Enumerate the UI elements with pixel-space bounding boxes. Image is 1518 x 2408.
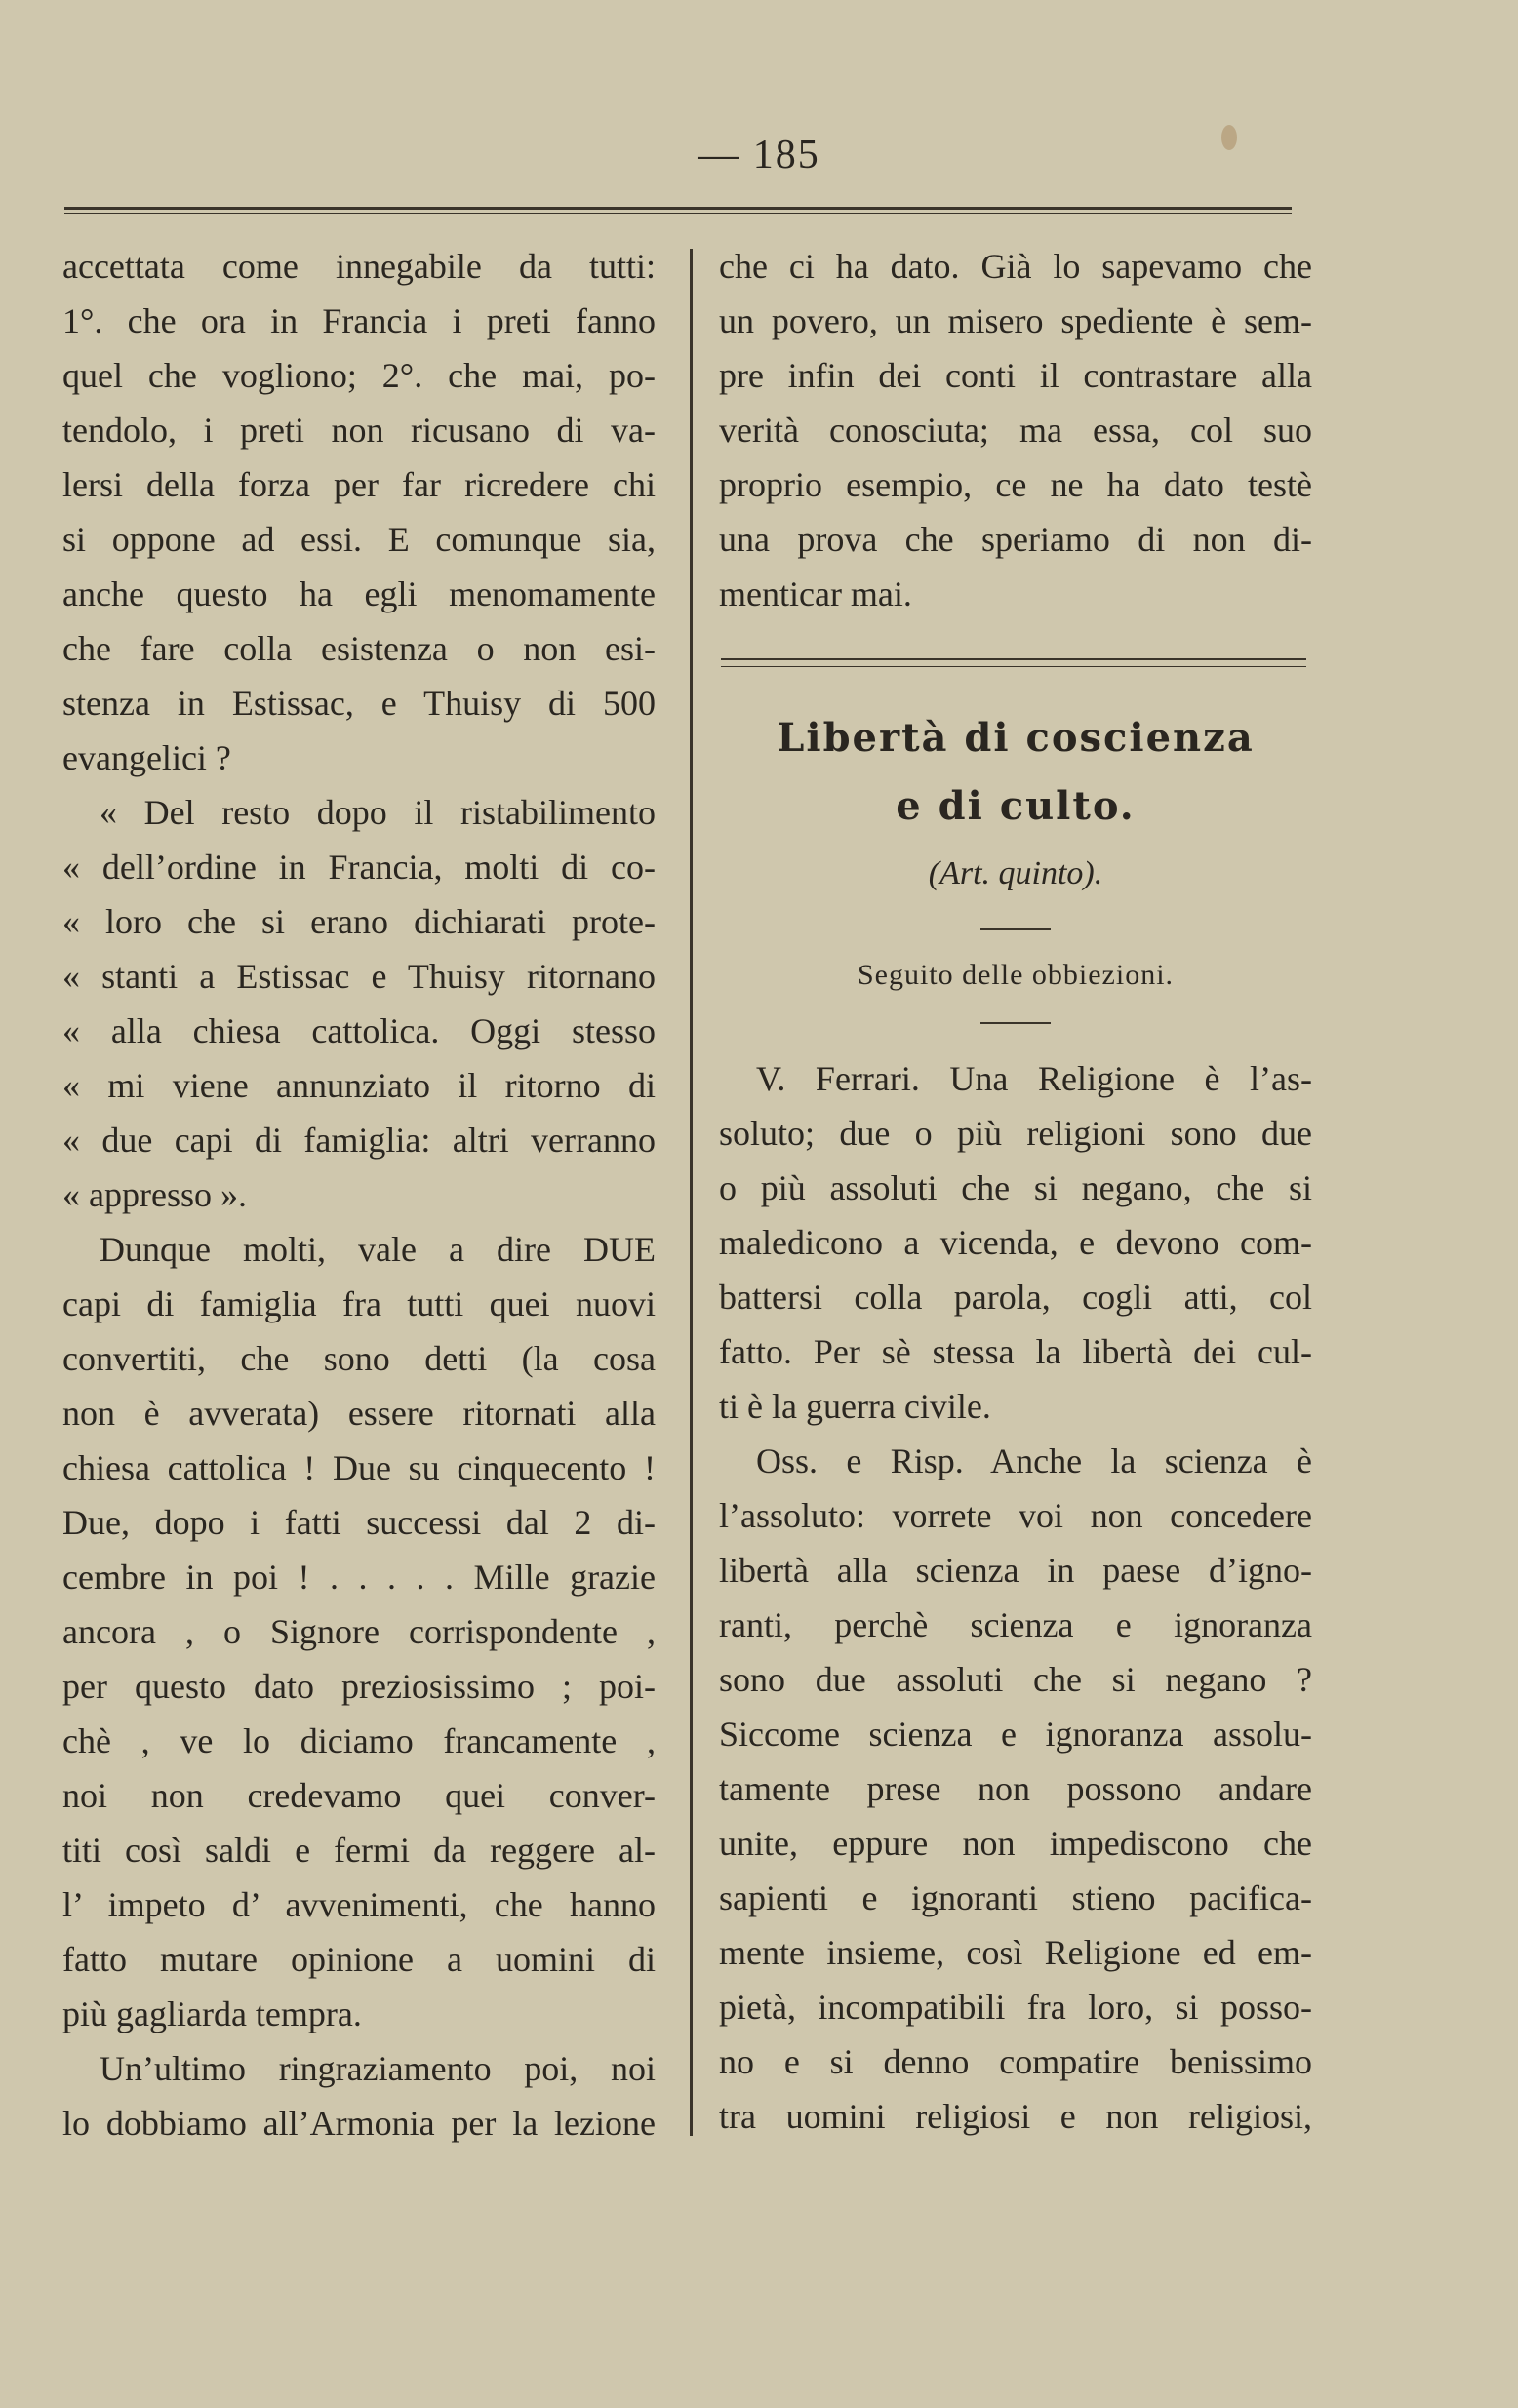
text-line: battersi colla parola, cogli atti, col [719, 1278, 1312, 1317]
section-note: Seguito delle obbiezioni. [857, 959, 1175, 991]
text-line: che fare colla esistenza o non esi- [62, 629, 656, 668]
text-line: Un’ultimo ringraziamento poi, noi [100, 2049, 656, 2088]
text-line: cembre in poi ! . . . . . Mille grazie [62, 1558, 656, 1597]
text-line: fatto mutare opinione a uomini di [62, 1940, 656, 1979]
text-line: l’ impeto d’ avvenimenti, che hanno [62, 1885, 656, 1924]
text-line: ancora , o Signore corrispondente , [62, 1612, 656, 1651]
text-line: noi non credevamo quei conver- [62, 1776, 656, 1815]
text-line: pietà, incompatibili fra loro, si posso- [719, 1988, 1312, 2027]
text-line: 1°. che ora in Francia i preti fanno [62, 301, 656, 340]
right-column-intro [719, 239, 1312, 621]
text-line: Siccome scienza e ignoranza assolu- [719, 1715, 1312, 1754]
text-line: chè , ve lo diciamo francamente , [62, 1721, 656, 1760]
text-line: non è avverata) essere ritornati alla [62, 1394, 656, 1433]
text-line: per questo dato preziosissimo ; poi- [62, 1667, 656, 1706]
short-rule [980, 1022, 1051, 1024]
section-title-line-1: Libertà di coscienza [777, 715, 1255, 761]
text-line: « alla chiesa cattolica. Oggi stesso [62, 1011, 656, 1050]
left-column [62, 239, 656, 2151]
text-line: mente insieme, così Religione ed em- [719, 1933, 1312, 1972]
text-line: o più assoluti che si negano, che si [719, 1168, 1312, 1207]
page-number: — 185 [698, 133, 820, 178]
header-rule [64, 207, 1292, 214]
text-line: una prova che speriamo di non di- [719, 520, 1312, 559]
text-line: più gagliarda tempra. [62, 1994, 362, 2033]
text-line: libertà alla scienza in paese d’igno- [719, 1551, 1312, 1590]
text-line: Oss. e Risp. Anche la scienza è [756, 1441, 1312, 1480]
text-line: ti è la guerra civile. [719, 1387, 991, 1426]
text-line: un povero, un misero spediente è sem- [719, 301, 1312, 340]
text-line: capi di famiglia fra tutti quei nuovi [62, 1284, 656, 1323]
text-line: si oppone ad essi. E comunque sia, [62, 520, 656, 559]
text-line: soluto; due o più religioni sono due [719, 1114, 1312, 1153]
text-line: ranti, perchè scienza e ignoranza [719, 1605, 1312, 1644]
text-line: accettata come innegabile da tutti: [62, 247, 656, 286]
text-line: tamente prese non possono andare [719, 1769, 1312, 1808]
text-line: tra uomini religiosi e non religiosi, [719, 2097, 1312, 2136]
text-line: pre infin dei conti il contrastare alla [719, 356, 1312, 395]
text-line: lo dobbiamo all’Armonia per la lezione [62, 2104, 656, 2143]
right-column [719, 239, 1312, 2144]
text-line: che ci ha dato. Già lo sapevamo che [719, 247, 1312, 286]
text-line: proprio esempio, ce ne ha dato testè [719, 465, 1312, 504]
text-line: anche questo ha egli menomamente [62, 574, 656, 613]
text-line: « appresso ». [62, 1175, 247, 1214]
text-line: titi così saldi e fermi da reggere al- [62, 1831, 656, 1870]
short-rule [980, 928, 1051, 930]
text-line: Due, dopo i fatti successi dal 2 di- [62, 1503, 656, 1542]
text-line: tendolo, i preti non ricusano di va- [62, 411, 656, 450]
text-line: sono due assoluti che si negano ? [719, 1660, 1312, 1699]
text-line: « mi viene annunziato il ritorno di [62, 1066, 656, 1105]
text-line: evangelici ? [62, 738, 231, 777]
section-title-line-2: e di culto. [896, 783, 1136, 829]
text-line: « due capi di famiglia: altri verranno [62, 1121, 656, 1160]
text-line: l’assoluto: vorrete voi non concedere [719, 1496, 1312, 1535]
text-line: menticar mai. [719, 574, 912, 613]
text-line: fatto. Per sè stessa la libertà dei cul- [719, 1332, 1312, 1371]
text-line: maledicono a vicenda, e devono com- [719, 1223, 1312, 1262]
text-line: convertiti, che sono detti (la cosa [62, 1339, 656, 1378]
text-line: chiesa cattolica ! Due su cinquecento ! [62, 1448, 656, 1487]
text-line: stenza in Estissac, e Thuisy di 500 [62, 684, 656, 723]
text-line: no e si denno compatire benissimo [719, 2042, 1312, 2081]
text-line: « Del resto dopo il ristabilimento [100, 793, 656, 832]
text-line: Dunque molti, vale a dire DUE [100, 1230, 656, 1269]
text-line: « loro che si erano dichiarati prote- [62, 902, 656, 941]
text-line: sapienti e ignoranti stieno pacifica- [719, 1878, 1312, 1917]
section-subtitle: (Art. quinto). [928, 855, 1103, 891]
text-line: « dell’ordine in Francia, molti di co- [62, 848, 656, 887]
text-line: quel che vogliono; 2°. che mai, po- [62, 356, 656, 395]
text-line: V. Ferrari. Una Religione è l’as- [756, 1059, 1312, 1098]
text-line: lersi della forza per far ricredere chi [62, 465, 656, 504]
section-title [719, 704, 1312, 841]
text-line: verità conosciuta; ma essa, col suo [719, 411, 1312, 450]
text-line: unite, eppure non impediscono che [719, 1824, 1312, 1863]
column-divider [690, 249, 693, 2136]
right-column-body [719, 1051, 1312, 2144]
section-rule [721, 658, 1306, 667]
text-line: « stanti a Estissac e Thuisy ritornano [62, 957, 656, 996]
